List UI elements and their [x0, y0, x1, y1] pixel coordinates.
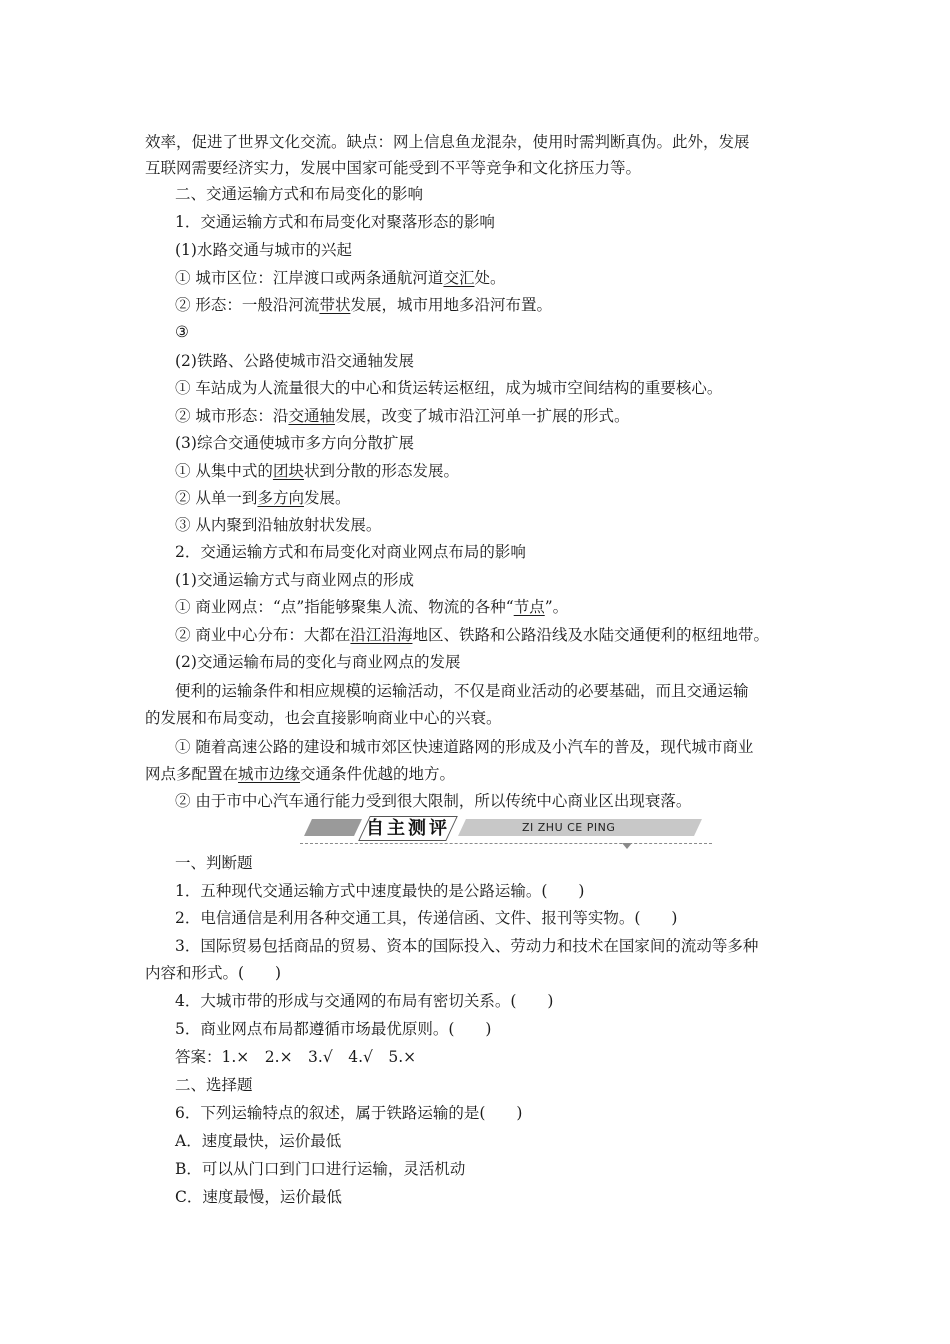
item-title-commerce-formation: (1)交通运输方式与商业网点的形成	[175, 571, 414, 589]
item-station-hub: ① 车站成为人流量很大的中心和货运转运枢纽，成为城市空间结构的重要核心。	[175, 379, 723, 397]
banner-subtitle: ZI ZHU CE PING	[522, 821, 616, 834]
quiz-question-6: 6．下列运输特点的叙述，属于铁路运输的是( )	[175, 1104, 523, 1122]
quiz-question-5: 5．商业网点布局都遵循市场最优原则。( )	[175, 1020, 492, 1038]
item-title-water-transport: (1)水路交通与城市的兴起	[175, 241, 352, 259]
answer-underline: 城市边缘	[238, 765, 301, 783]
quiz-option-b: B．可以从门口到门口进行运输，灵活机动	[175, 1160, 466, 1178]
item-single-to-multi: ② 从单一到多方向发展。	[175, 489, 351, 507]
answer-underline: 交汇	[443, 269, 475, 287]
answer-underline: 多方向	[257, 489, 304, 507]
subsection-title-commerce: 2．交通运输方式和布局变化对商业网点布局的影响	[175, 543, 526, 561]
item-commercial-node: ① 商业网点：“点”指能够聚集人流、物流的各种“节点”。	[175, 598, 569, 616]
quiz-option-a: A．速度最快，运价最低	[175, 1132, 342, 1150]
quiz-question-4: 4．大城市带的形成与交通网的布局有密切关系。( )	[175, 992, 554, 1010]
section-banner-self-test	[300, 814, 712, 848]
quiz-heading-choice: 二、选择题	[175, 1076, 253, 1094]
answer-underline: 沿江沿海	[350, 626, 413, 644]
answer-underline: 交通轴	[288, 407, 335, 425]
quiz-answer-key: 答案：1.× 2.× 3.√ 4.√ 5.×	[175, 1048, 417, 1066]
paragraph-line-2: 的发展和布局变动，也会直接影响商业中心的兴衰。	[145, 709, 502, 727]
quiz-question-3-line-1: 3．国际贸易包括商品的贸易、资本的国际投入、劳动力和技术在国家间的流动等多种	[175, 937, 759, 955]
quiz-question-2: 2．电信通信是利用各种交通工具，传递信函、文件、报刊等实物。( )	[175, 909, 678, 927]
banner-left-stripe	[304, 819, 362, 836]
quiz-option-c: C．速度最慢，运价最低	[175, 1188, 342, 1206]
quiz-question-1: 1．五种现代交通运输方式中速度最快的是公路运输。( )	[175, 882, 585, 900]
item-city-form-axis: ② 城市形态：沿交通轴发展，改变了城市沿江河单一扩展的形式。	[175, 407, 630, 425]
item-title-rail-road: (2)铁路、公路使城市沿交通轴发展	[175, 352, 414, 370]
item-title-commerce-development: (2)交通运输布局的变化与商业网点的发展	[175, 653, 461, 671]
item-blank-3: ③	[175, 323, 189, 341]
answer-underline: 节点	[513, 598, 545, 616]
intro-line-2: 互联网需要经济实力，发展中国家可能受到不平等竞争和文化挤压力等。	[145, 159, 642, 177]
item-city-shape: ② 形态：一般沿河流带状发展，城市用地多沿河布置。	[175, 296, 552, 314]
quiz-heading-judge: 一、判断题	[175, 854, 253, 872]
item-city-location: ① 城市区位：江岸渡口或两条通航河道交汇处。	[175, 269, 506, 287]
banner-title: 自主测评	[366, 818, 450, 839]
item-cbd-decline: ② 由于市中心汽车通行能力受到很大限制，所以传统中心商业区出现衰落。	[175, 792, 692, 810]
answer-underline: 团块	[272, 462, 304, 480]
item-radial: ③ 从内聚到沿轴放射状发展。	[175, 516, 382, 534]
banner-chevron-down-icon	[622, 843, 632, 849]
section-heading-transport-impact: 二、交通运输方式和布局变化的影响	[175, 185, 424, 203]
item-cluster-to-dispersed: ① 从集中式的团块状到分散的形态发展。	[175, 462, 459, 480]
paragraph-line-1: 便利的运输条件和相应规模的运输活动，不仅是商业活动的必要基础，而且交通运输	[175, 682, 749, 700]
item-title-multi-direction: (3)综合交通使城市多方向分散扩展	[175, 434, 414, 452]
banner-title-box	[358, 816, 458, 841]
quiz-question-3-line-2: 内容和形式。( )	[145, 964, 282, 982]
intro-line-1: 效率，促进了世界文化交流。缺点：网上信息鱼龙混杂，使用时需判断真伪。此外，发展	[145, 133, 750, 151]
subsection-title-settlement: 1．交通运输方式和布局变化对聚落形态的影响	[175, 213, 495, 231]
item-commercial-center-distribution: ② 商业中心分布：大都在沿江沿海地区、铁路和公路沿线及水陆交通便利的枢纽地带。	[175, 626, 769, 644]
item-highway-line-1: ① 随着高速公路的建设和城市郊区快速道路网的形成及小汽车的普及，现代城市商业	[175, 738, 754, 756]
answer-underline: 带状	[319, 296, 351, 314]
item-highway-line-2: 网点多配置在城市边缘交通条件优越的地方。	[145, 765, 456, 783]
banner-dashed-rule	[300, 843, 712, 844]
